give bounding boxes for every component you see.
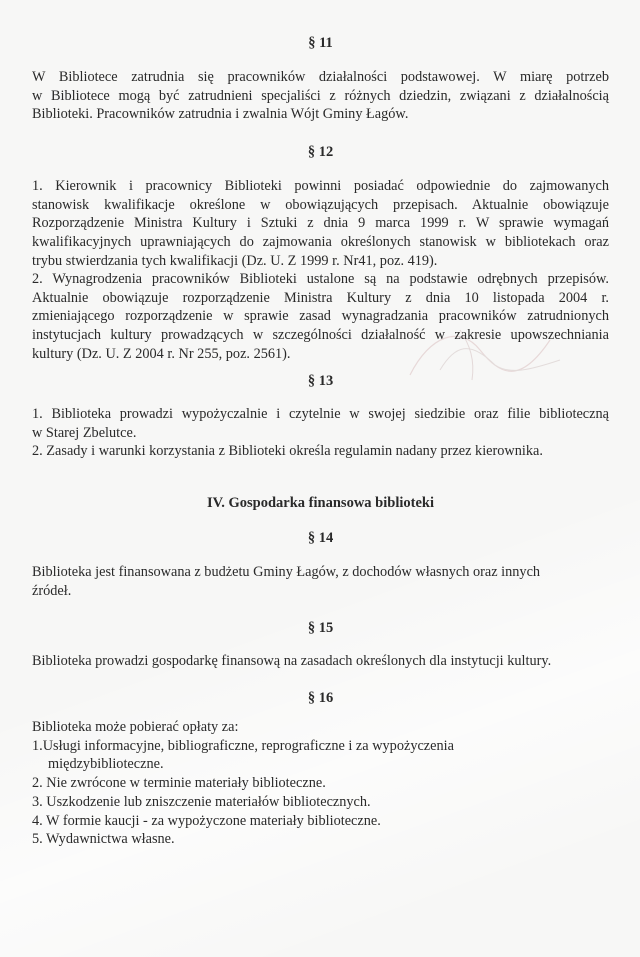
list-item: 2. Nie zwrócone w terminie materiały biblioteczne. — [32, 775, 326, 792]
text-line: 1. Biblioteka prowadzi wypożyczalnie i czytelnie w swojej siedzibie oraz filie biblioteczną — [32, 406, 609, 422]
text-line: Biblioteka prowadzi gospodarkę finansową na zasadach określonych dla instytucji kultury. — [32, 653, 552, 669]
text-line: kultury (Dz. U. Z 2004 r. Nr 255, poz. 2561). — [32, 345, 291, 362]
list-item: 1.Usługi informacyjne, bibliograficzne, reprograficzne i za wypożyczenia — [32, 737, 454, 754]
text-line: instytucjach kultury prowadzących w szczególności działalność w zakresie upowszechniania — [32, 327, 609, 344]
section-heading-12: § 12 — [307, 144, 334, 160]
text-line: w Bibliotece mogą być zatrudnieni specjaliści z różnych dziedzin, związani z działalnością — [32, 87, 609, 104]
text-line: 2. Wynagrodzenia pracowników Biblioteki ustalone są na podstawie odrębnych przepisów. — [32, 271, 609, 287]
text-line: Biblioteka jest finansowana z budżetu Gminy Łagów, z dochodów własnych oraz innych — [32, 564, 541, 580]
section-12-paragraph-1 — [32, 177, 609, 271]
section-heading-11: § 11 — [308, 35, 333, 51]
text-line: stanowisk kwalifikacje określone w obowiązujących przepisach. Aktualnie obowiązuje — [32, 196, 609, 213]
text-line: Aktualnie obowiązuje rozporządzenie Ministra Kultury z dnia 10 listopada 2004 r. — [32, 289, 609, 306]
section-heading-13: § 13 — [307, 373, 334, 389]
text-line: zmieniającego rozporządzenie w sprawie zasad wynagradzania pracowników zatrudnionych — [32, 308, 609, 325]
text-line: trybu stwierdzania tych kwalifikacji (Dz. U. Z 1999 r. Nr41, poz. 419). — [32, 252, 438, 269]
text-line: 2. Zasady i warunki korzystania z Biblioteki określa regulamin nadany przez kierownika. — [32, 443, 543, 459]
section-13-paragraph-1 — [32, 405, 609, 442]
list-item-continuation: międzybiblioteczne. — [48, 756, 164, 773]
section-12-paragraph-2 — [32, 270, 609, 364]
list-intro: Biblioteka może pobierać opłaty za: — [32, 719, 239, 735]
section-11-paragraph — [32, 68, 609, 124]
text-line: źródeł. — [32, 582, 72, 599]
section-16-list — [32, 718, 609, 849]
section-heading-16: § 16 — [307, 690, 334, 706]
section-heading-15: § 15 — [307, 620, 334, 636]
text-line: 1. Kierownik i pracownicy Biblioteki powinni posiadać odpowiednie do zajmowanych — [32, 178, 609, 194]
text-line: Biblioteki. Pracowników zatrudnia i zwalnia Wójt Gminy Łagów. — [32, 106, 409, 123]
section-15-paragraph — [32, 652, 609, 671]
section-heading-14: § 14 — [307, 530, 334, 546]
list-item: 3. Uszkodzenie lub zniszczenie materiałów bibliotecznych. — [32, 793, 371, 810]
text-line: W Bibliotece zatrudnia się pracowników działalności podstawowej. W miarę potrzeb — [32, 69, 609, 85]
text-line: w Starej Zbelutce. — [32, 424, 137, 441]
text-line: kwalifikacyjnych uprawniających do zajmowania określonych stanowisk w bibliotekach oraz — [32, 234, 609, 251]
section-14-paragraph — [32, 563, 609, 600]
text-line: Rozporządzenie Ministra Kultury i Sztuki z dnia 9 marca 1999 r. W sprawie wymagań — [32, 215, 609, 232]
list-item: 5. Wydawnictwa własne. — [32, 831, 175, 848]
list-item: 4. W formie kaucji - za wypożyczone materiały biblioteczne. — [32, 812, 381, 829]
section-13-paragraph-2 — [32, 442, 609, 461]
chapter-title: IV. Gospodarka finansowa biblioteki — [207, 495, 434, 511]
